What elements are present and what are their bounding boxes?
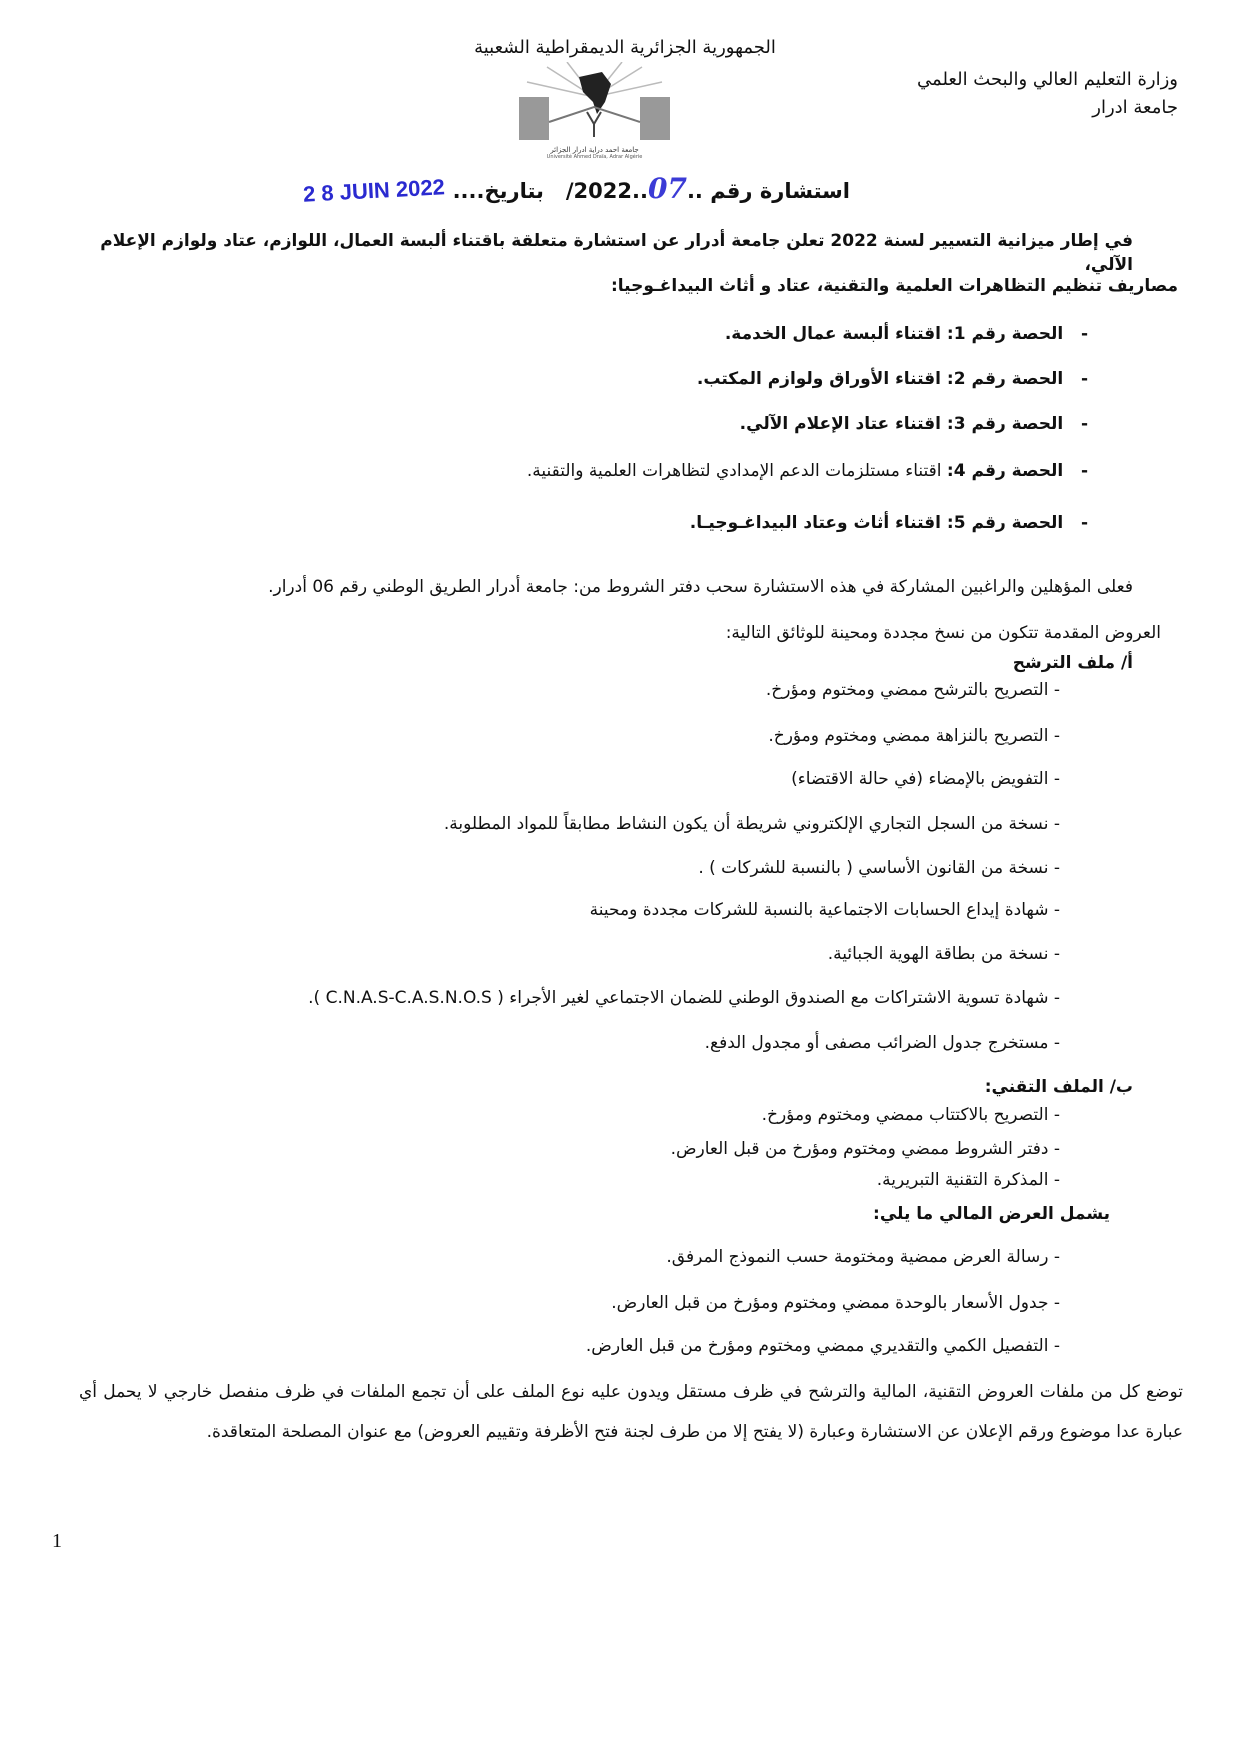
list-item: - جدول الأسعار بالوحدة ممضي ومختوم ومؤرخ من قبل العارض.: [611, 1293, 1060, 1313]
list-item: - التفويض بالإمضاء (في حالة الاقتضاء): [791, 769, 1060, 789]
list-item: - رسالة العرض ممضية ومختومة حسب النموذج المرفق.: [666, 1247, 1060, 1267]
title-prefix: استشارة رقم: [710, 179, 850, 203]
lot-text: اقتناء عتاد الإعلام الآلي.: [739, 414, 941, 434]
intro-line-1: في إطار ميزانية التسيير لسنة 2022 تعلن جامعة أدرار عن استشارة متعلقة باقتناء ألبسة العمال، اللوازم، عتاد ولوازم الإعلام الآلي،: [100, 231, 1133, 275]
closing-paragraph: توضع كل من ملفات العروض التقنية، المالية والترشح في ظرف مستقل ويدون عليه نوع الملف على أن تجمع الملفات في ظرف منفصل خارجي لا يحمل أي عبارة عدا موضوع ورقم الإعلان عن الاستشارة وعبارة (لا يفتح إلا من طرف لجنة فتح الأظرفة وتقييم العروض) مع عنوان المصلحة المتعاقدة.: [79, 1382, 1183, 1442]
ministry-name: وزارة التعليم العالي والبحث العلمي: [917, 69, 1178, 90]
financial-heading: يشمل العرض المالي ما يلي:: [873, 1204, 1110, 1224]
consultation-title: استشارة رقم ..07..2022/ بتاريخ.... 2 8 JUIN 2022: [50, 172, 850, 208]
page-number: 1: [52, 1530, 62, 1552]
offers-intro: العروض المقدمة تتكون من نسخ مجددة ومحينة للوثائق التالية:: [725, 623, 1161, 643]
lot-item: - الحصة رقم 3: اقتناء عتاد الإعلام الآلي.: [739, 414, 1088, 434]
candidacy-heading: أ/ ملف الترشح: [1012, 653, 1133, 673]
list-item: - التصريح بالاكتتاب ممضي ومختوم ومؤرخ.: [761, 1105, 1060, 1125]
date-stamp: 2 8 JUIN 2022: [302, 174, 446, 207]
lot-item: - الحصة رقم 1: اقتناء ألبسة عمال الخدمة.: [724, 324, 1088, 344]
list-item: - التفصيل الكمي والتقديري ممضي ومختوم ومؤرخ من قبل العارض.: [585, 1336, 1060, 1356]
university-logo: [507, 62, 682, 160]
university-name: جامعة ادرار: [1092, 97, 1178, 118]
lot-label: الحصة رقم 5:: [946, 513, 1064, 533]
title-year: 2022/: [565, 179, 632, 203]
logo-emblem-icon: [507, 62, 682, 142]
lot-text: اقتناء الأوراق ولوازم المكتب.: [696, 369, 941, 389]
list-item: - التصريح بالنزاهة ممضي ومختوم ومؤرخ.: [768, 726, 1060, 746]
lot-text: اقتناء أثاث وعتاد البيداغـوجيـا.: [689, 513, 941, 533]
list-item: - نسخة من السجل التجاري الإلكتروني شريطة أن يكون النشاط مطابقاً للمواد المطلوبة.: [443, 814, 1060, 834]
list-item: - نسخة من بطاقة الهوية الجبائية.: [827, 944, 1060, 964]
lot-item: - الحصة رقم 5: اقتناء أثاث وعتاد البيداغـوجيـا.: [689, 513, 1088, 533]
lot-text: اقتناء ألبسة عمال الخدمة.: [724, 324, 941, 344]
date-label: بتاريخ: [484, 179, 544, 203]
list-item: - شهادة إيداع الحسابات الاجتماعية بالنسبة للشركات مجددة ومحينة: [589, 900, 1060, 920]
lot-item: - الحصة رقم 2: اقتناء الأوراق ولوازم المكتب.: [696, 369, 1088, 389]
list-item: - دفتر الشروط ممضي ومختوم ومؤرخ من قبل العارض.: [670, 1139, 1060, 1159]
technical-heading: ب/ الملف التقني:: [984, 1077, 1133, 1097]
intro-line-2: مصاريف تنظيم التظاهرات العلمية والتقنية، عتاد و أثاث البيداغـوجيا:: [610, 276, 1178, 296]
lot-label: الحصة رقم 3:: [946, 414, 1064, 434]
list-item: - مستخرج جدول الضرائب مصفى أو مجدول الدفع.: [704, 1033, 1060, 1053]
lot-label: الحصة رقم 2:: [946, 369, 1064, 389]
consultation-number: 07: [647, 172, 687, 205]
lot-label: الحصة رقم 1:: [946, 324, 1064, 344]
lot-item: - الحصة رقم 4: اقتناء مستلزمات الدعم الإمدادي لتظاهرات العلمية والتقنية.: [526, 461, 1088, 481]
lot-label: الحصة رقم 4:: [946, 461, 1064, 481]
list-item: - المذكرة التقنية التبريرية.: [876, 1170, 1060, 1190]
lot-text: اقتناء مستلزمات الدعم الإمدادي لتظاهرات العلمية والتقنية.: [526, 461, 942, 481]
list-item: - التصريح بالترشح ممضي ومختوم ومؤرخ.: [765, 680, 1060, 700]
logo-caption: جامعة احمد دراية ادرار الجزائر: [550, 146, 639, 154]
list-item: - نسخة من القانون الأساسي ( بالنسبة للشركات ) .: [698, 858, 1060, 878]
withdrawal-notice: فعلى المؤهلين والراغبين المشاركة في هذه الاستشارة سحب دفتر الشروط من: جامعة أدرار الطريق الوطني رقم 06 أدرار.: [268, 577, 1133, 597]
republic-heading: الجمهورية الجزائرية الديمقراطية الشعبية: [474, 37, 776, 58]
logo-caption-en: Université Ahmed Draïa, Adrar Algérie: [546, 154, 643, 160]
list-item: - شهادة تسوية الاشتراكات مع الصندوق الوطني للضمان الاجتماعي لغير الأجراء ( C.N.A.S-C.A.S.N.O.S ).: [308, 988, 1060, 1008]
